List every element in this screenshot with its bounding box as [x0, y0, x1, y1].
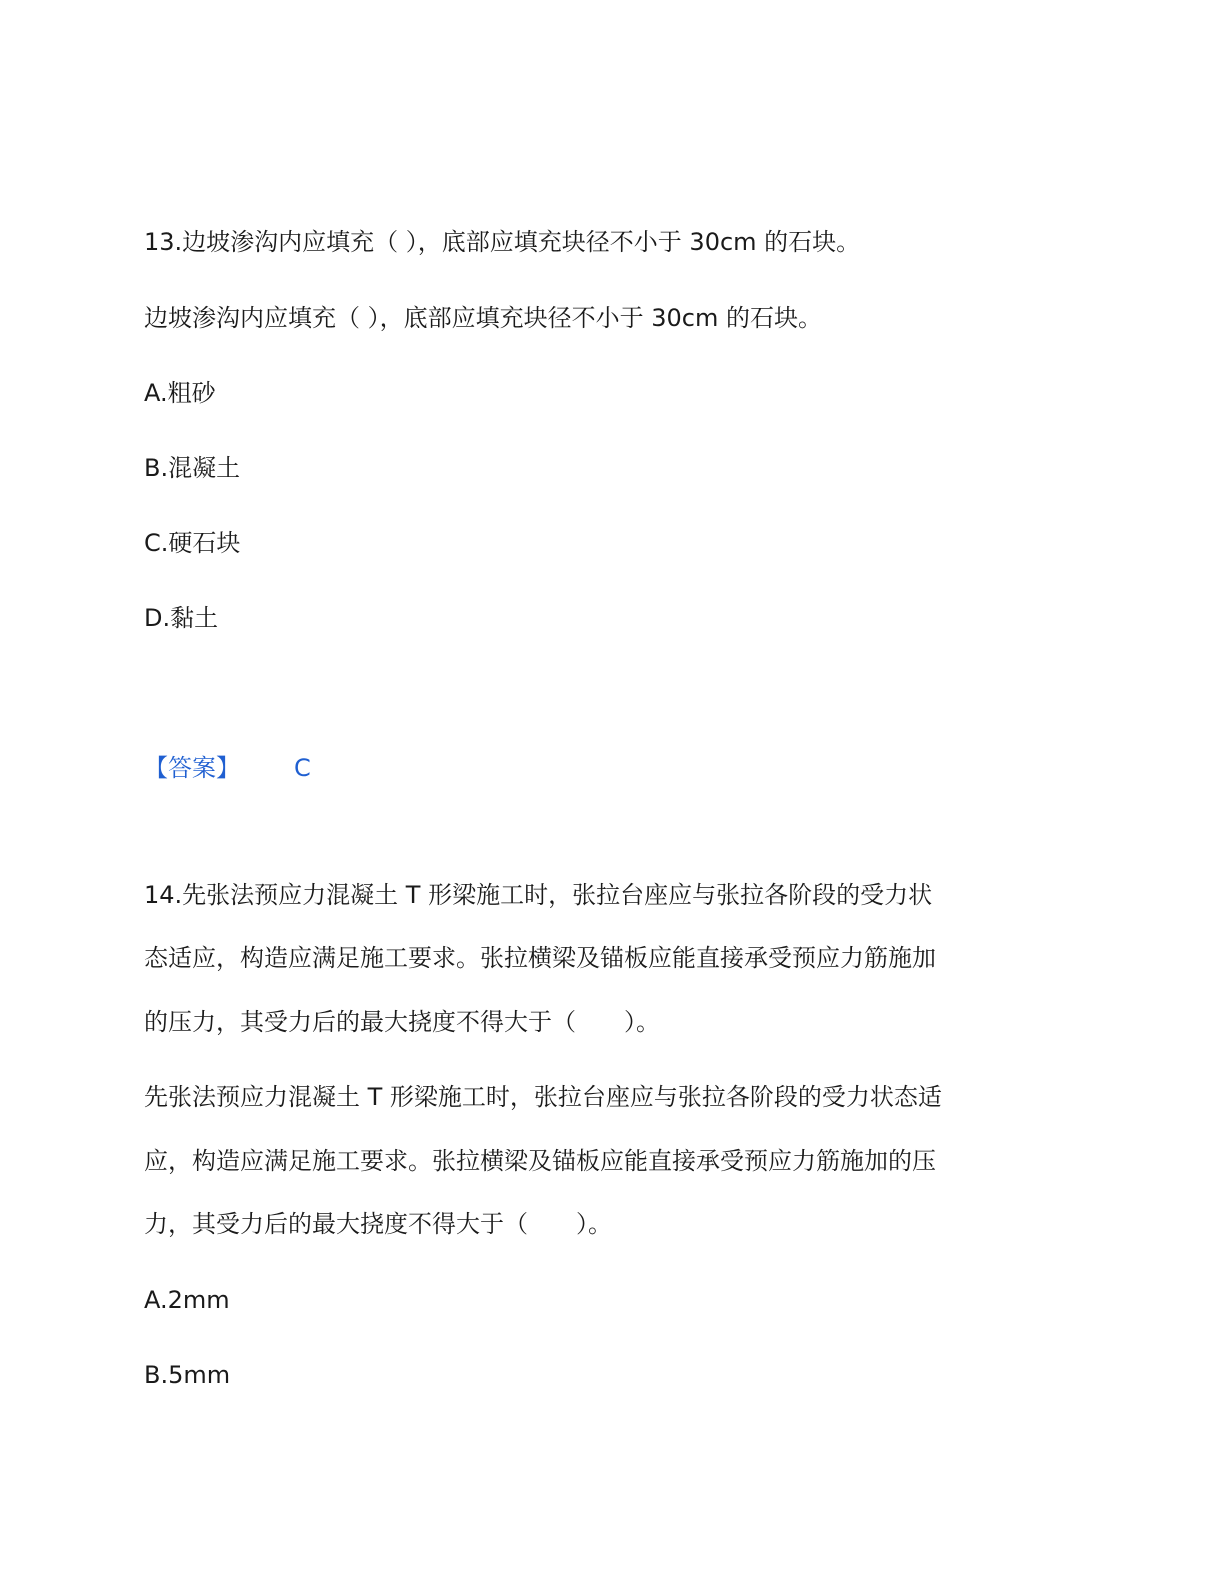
q13-option-d: D.黏土	[144, 604, 219, 632]
q13-question-line: 13.边坡渗沟内应填充（ ），底部应填充块径不小于 30cm 的石块。	[144, 228, 861, 256]
q14-stem-line-2: 应，构造应满足施工要求。张拉横梁及锚板应能直接承受预应力筋施加的压	[144, 1147, 936, 1175]
q14-question-line-3: 的压力，其受力后的最大挠度不得大于（ ）。	[144, 1008, 660, 1036]
q13-option-a: A.粗砂	[144, 379, 216, 407]
q14-question-line-2: 态适应，构造应满足施工要求。张拉横梁及锚板应能直接承受预应力筋施加	[144, 944, 936, 972]
q14-option-b: B.5mm	[144, 1361, 231, 1389]
q14-question-line-1: 14.先张法预应力混凝土 T 形梁施工时，张拉台座应与张拉各阶段的受力状	[144, 881, 933, 909]
q13-option-c: C.硬石块	[144, 529, 241, 557]
q14-stem-line-3: 力，其受力后的最大挠度不得大于（ ）。	[144, 1210, 612, 1238]
answer-value: C	[294, 754, 311, 782]
q13-answer	[144, 753, 544, 783]
q13-option-b: B.混凝土	[144, 454, 241, 482]
answer-label: 【答案】	[144, 754, 240, 782]
q13-stem-line: 边坡渗沟内应填充（ ），底部应填充块径不小于 30cm 的石块。	[144, 304, 822, 332]
q14-stem-line-1: 先张法预应力混凝土 T 形梁施工时，张拉台座应与张拉各阶段的受力状态适	[144, 1083, 942, 1111]
q14-option-a: A.2mm	[144, 1286, 230, 1314]
